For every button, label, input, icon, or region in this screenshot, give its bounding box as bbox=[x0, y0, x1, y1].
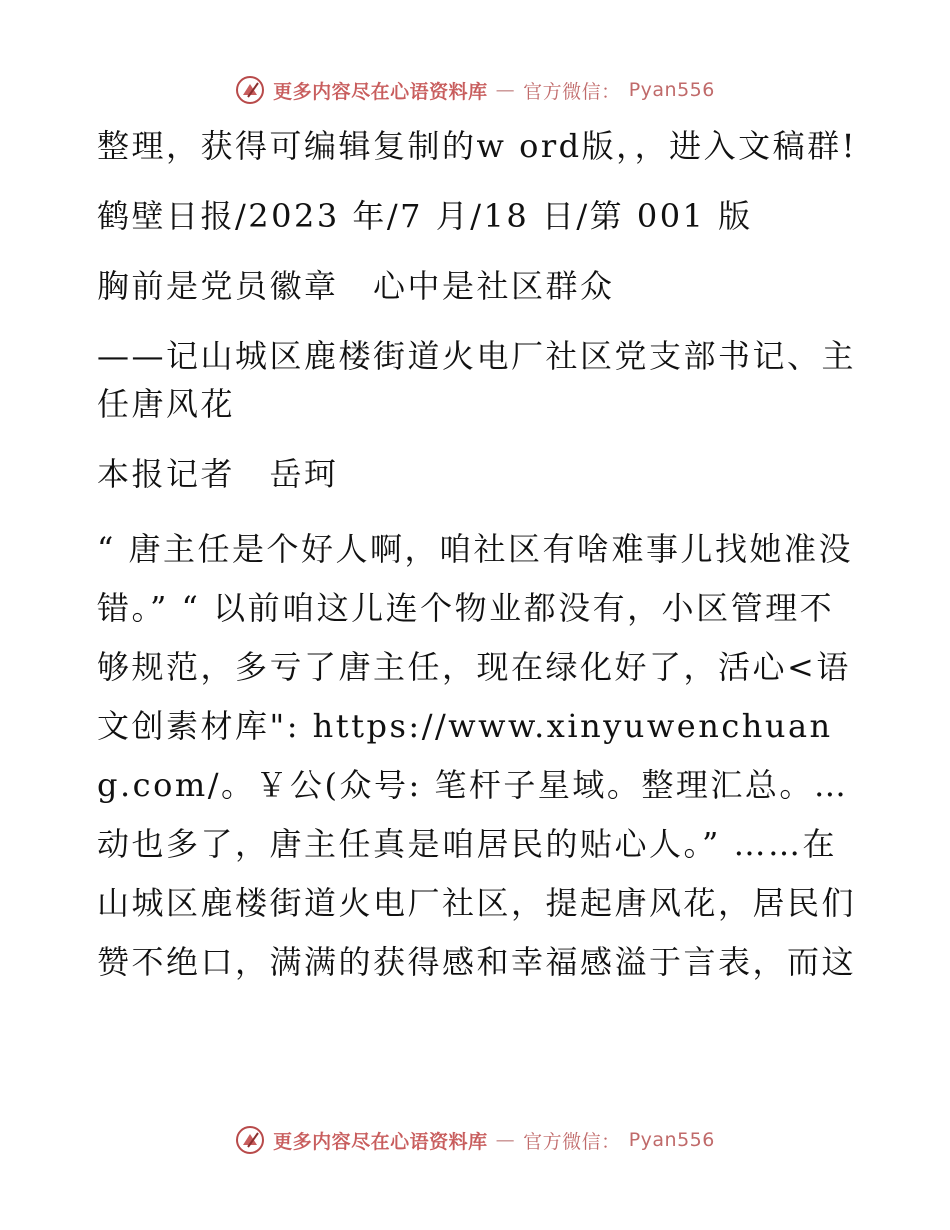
banner-brand: 更多内容尽在心语资料库 bbox=[273, 80, 488, 103]
banner-wechat-label: 官方微信： bbox=[523, 1130, 621, 1153]
article-subtitle: ——记山城区鹿楼街道火电厂社区党支部书记、主任唐风花 bbox=[97, 337, 857, 423]
header-banner bbox=[0, 70, 950, 110]
banner-wechat-id: Pyan556 bbox=[628, 79, 715, 101]
book-pen-logo-icon bbox=[235, 75, 265, 105]
banner-separator: — bbox=[495, 79, 516, 101]
publication-line: 鹤壁日报/2023 年/7 月/18 日/第 001 版 bbox=[97, 197, 753, 235]
footer-banner bbox=[0, 1120, 950, 1160]
body-paragraph: “ 唐主任是个好人啊，咱社区有啥难事儿找她准没错。” “ 以前咱这儿连个物业都没有，小区管理不够规范，多亏了唐主任，现在绿化好了，活心<语文创素材库": https://www.xinyuwenchuang.com/。￥公(众号: 笔杆子星域。整理汇总。…动也多了，唐主任真是咱居民的贴心人。” ……在山城区鹿楼街道火电厂社区，提起唐风花，居民们赞不绝口，满满的获得感和幸福感溢于言表，而这 bbox=[97, 530, 857, 981]
document-content bbox=[97, 122, 857, 1014]
byline: 本报记者 岳珂 bbox=[97, 455, 339, 493]
banner-wechat-id: Pyan556 bbox=[628, 1129, 715, 1151]
banner-wechat-label: 官方微信： bbox=[523, 80, 621, 103]
intro-line: 整理，获得可编辑复制的w ord版，，进入文稿群! bbox=[97, 127, 857, 165]
banner-separator: — bbox=[495, 1129, 516, 1151]
book-pen-logo-icon bbox=[235, 1125, 265, 1155]
article-title: 胸前是党员徽章 心中是社区群众 bbox=[97, 267, 615, 305]
banner-brand: 更多内容尽在心语资料库 bbox=[273, 1130, 488, 1153]
